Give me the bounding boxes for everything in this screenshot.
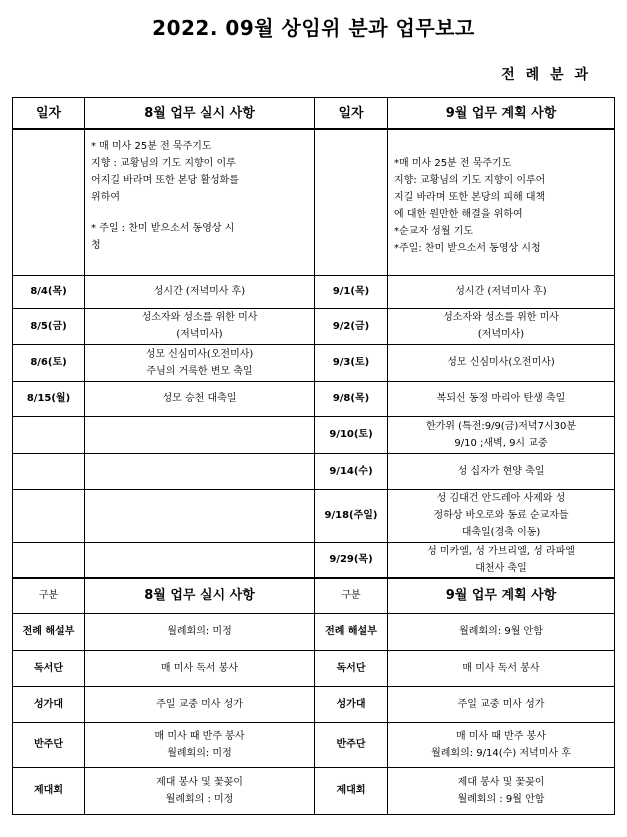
col-header-date-sep: 일자 xyxy=(315,98,388,130)
dept-name: 독서단 xyxy=(315,650,388,686)
table-row xyxy=(13,381,615,416)
plan-cell: 성시간 (저녁미사 후) xyxy=(388,275,615,308)
plan-cell: 성 김대건 안드레아 사제와 성 정하상 바오로와 동료 순교자들 대축일(경축 이동) xyxy=(388,489,615,542)
plan-cell: 성모 신심미사(오전미사) xyxy=(388,344,615,381)
summary-aug: * 매 미사 25분 전 묵주기도 지향 : 교황님의 기도 지향이 이루 어지길 바라며 또한 본당 활성화를 위하여 * 주일 : 찬미 받으소서 동영상 시 청 xyxy=(85,129,315,275)
table-row xyxy=(13,453,615,489)
section-head-left: 8월 업무 실시 사항 xyxy=(85,578,315,614)
table-row xyxy=(13,416,615,453)
dept-sep: 월례회의: 9월 안함 xyxy=(388,613,615,650)
date-cell: 8/6(토) xyxy=(13,344,85,381)
table-row xyxy=(13,344,615,381)
date-cell: 8/15(월) xyxy=(13,381,85,416)
date-cell: 9/8(목) xyxy=(315,381,388,416)
dept-row xyxy=(13,650,615,686)
dept-row xyxy=(13,686,615,722)
date-cell: 9/2(금) xyxy=(315,308,388,344)
section-header-row xyxy=(13,578,615,614)
dept-aug: 월례회의: 미정 xyxy=(85,613,315,650)
dept-row xyxy=(13,767,615,814)
date-cell xyxy=(13,416,85,453)
col-header-aug-plan: 8월 업무 실시 사항 xyxy=(85,98,315,130)
dept-aug: 주일 교중 미사 성가 xyxy=(85,686,315,722)
report-title: 2022. 09월 상임위 분과 업무보고 xyxy=(152,16,475,40)
table-row xyxy=(13,308,615,344)
plan-cell: 성시간 (저녁미사 후) xyxy=(85,275,315,308)
section-head-right: 9월 업무 계획 사항 xyxy=(388,578,615,614)
dept-sep: 매 미사 독서 봉사 xyxy=(388,650,615,686)
plan-cell xyxy=(85,416,315,453)
date-cell xyxy=(13,489,85,542)
date-cell: 9/29(목) xyxy=(315,542,388,578)
plan-cell: 성소자와 성소를 위한 미사 (저녁미사) xyxy=(388,308,615,344)
plan-cell xyxy=(85,489,315,542)
date-cell: 9/3(토) xyxy=(315,344,388,381)
dept-sep: 주일 교중 미사 성가 xyxy=(388,686,615,722)
dept-name: 성가대 xyxy=(13,686,85,722)
dept-name: 제대회 xyxy=(13,767,85,814)
dept-row xyxy=(13,722,615,767)
dept-name: 전례 해설부 xyxy=(13,613,85,650)
table-row xyxy=(13,542,615,578)
report-table xyxy=(12,97,615,815)
dept-row xyxy=(13,613,615,650)
department-name: 전 례 분 과 xyxy=(501,67,591,83)
dept-name: 반주단 xyxy=(315,722,388,767)
dept-sep: 제대 봉사 및 꽃꽂이 월례회의 : 9월 안함 xyxy=(388,767,615,814)
plan-cell: 성모 승천 대축일 xyxy=(85,381,315,416)
summary-sep: *매 미사 25분 전 묵주기도 지향: 교황님의 기도 지향이 이루어 지길 바라며 또한 본당의 피해 대책 에 대한 원만한 해결을 위하여 *순교자 성월 기도 *주일: 찬미 받으소서 동영상 시청 xyxy=(388,129,615,275)
date-cell xyxy=(13,453,85,489)
dept-sep: 매 미사 때 반주 봉사 월례회의: 9/14(수) 저녁미사 후 xyxy=(388,722,615,767)
date-cell xyxy=(13,542,85,578)
date-cell: 8/5(금) xyxy=(13,308,85,344)
date-cell: 9/1(목) xyxy=(315,275,388,308)
summary-row xyxy=(13,129,615,275)
date-cell: 9/10(토) xyxy=(315,416,388,453)
dept-name: 제대회 xyxy=(315,767,388,814)
plan-cell: 성모 신심미사(오전미사) 주님의 거룩한 변모 축일 xyxy=(85,344,315,381)
summary-date-aug xyxy=(13,129,85,275)
dept-aug: 매 미사 독서 봉사 xyxy=(85,650,315,686)
dept-name: 독서단 xyxy=(13,650,85,686)
date-cell: 8/4(목) xyxy=(13,275,85,308)
plan-cell: 성소자와 성소를 위한 미사 (저녁미사) xyxy=(85,308,315,344)
col-header-date-aug: 일자 xyxy=(13,98,85,130)
col-header-sep-plan: 9월 업무 계획 사항 xyxy=(388,98,615,130)
summary-date-sep xyxy=(315,129,388,275)
plan-cell: 성 십자가 현양 축일 xyxy=(388,453,615,489)
table-header-row xyxy=(13,98,615,130)
plan-cell: 성 미카엘, 성 가브리엘, 성 라파엘 대천사 축일 xyxy=(388,542,615,578)
plan-cell: 한가위 (특전:9/9(금)저녁7시30분 9/10 ;새벽, 9시 교중 xyxy=(388,416,615,453)
dept-aug: 매 미사 때 반주 봉사 월례회의: 미정 xyxy=(85,722,315,767)
dept-name: 성가대 xyxy=(315,686,388,722)
plan-cell xyxy=(85,453,315,489)
section-label-right: 구분 xyxy=(315,578,388,614)
dept-name: 전례 해설부 xyxy=(315,613,388,650)
plan-cell: 복되신 동정 마리아 탄생 축일 xyxy=(388,381,615,416)
table-row xyxy=(13,275,615,308)
plan-cell xyxy=(85,542,315,578)
dept-name: 반주단 xyxy=(13,722,85,767)
section-label-left: 구분 xyxy=(13,578,85,614)
table-row xyxy=(13,489,615,542)
dept-aug: 제대 봉사 및 꽃꽂이 월례회의 : 미정 xyxy=(85,767,315,814)
date-cell: 9/14(수) xyxy=(315,453,388,489)
date-cell: 9/18(주일) xyxy=(315,489,388,542)
